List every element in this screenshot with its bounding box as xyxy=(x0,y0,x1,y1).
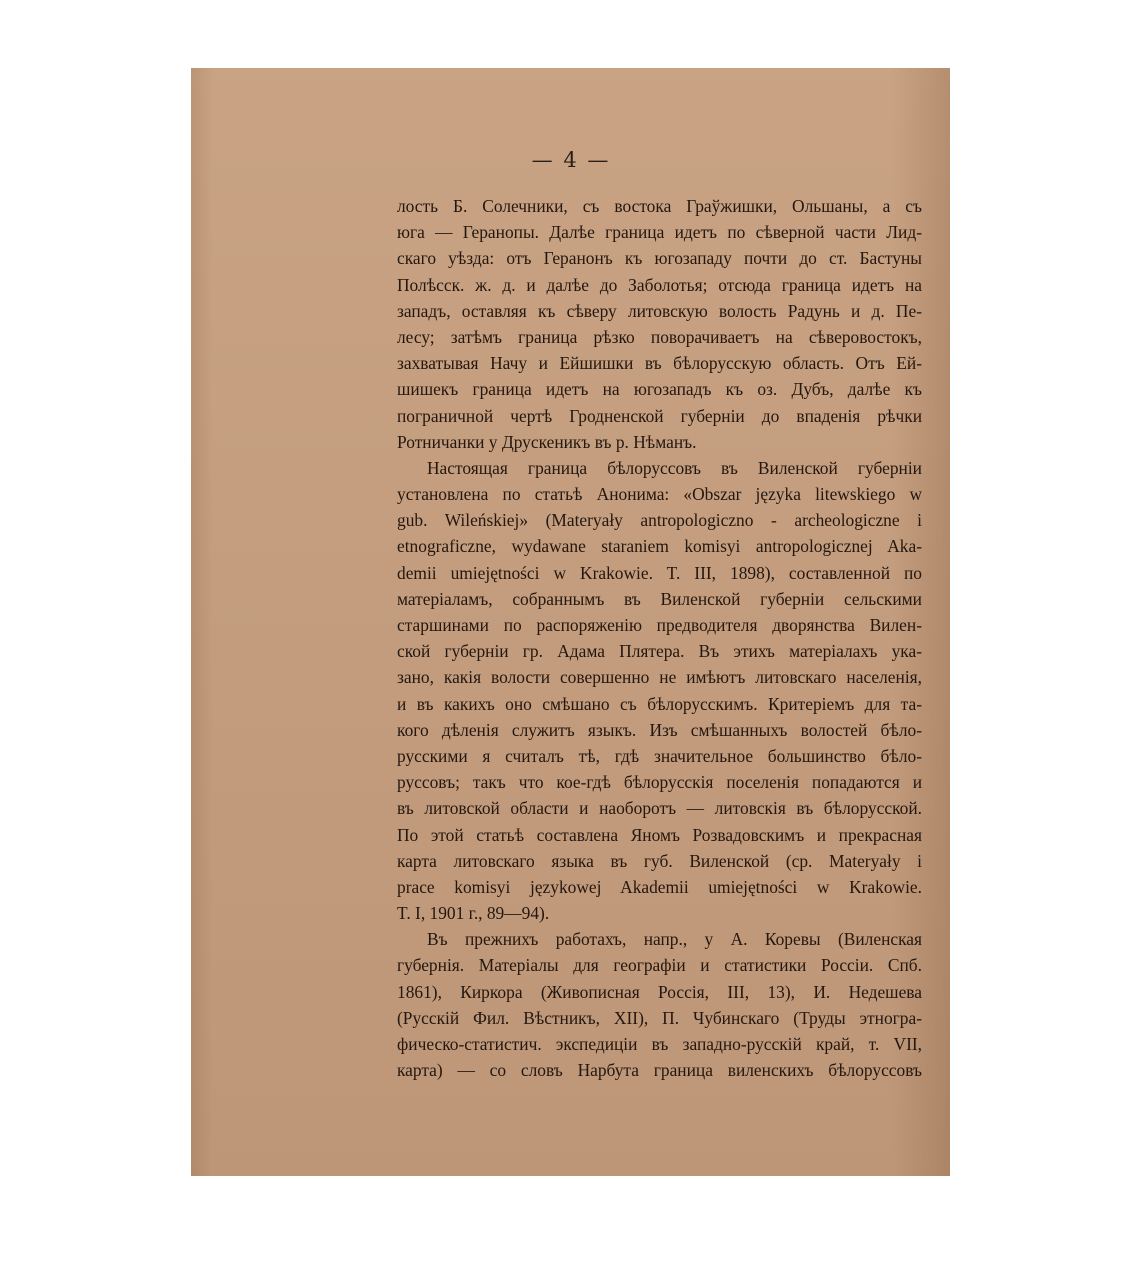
text-line: въ литовской области и наоборотъ — литовскія въ бѣлорусской. xyxy=(397,798,922,819)
text-line: матеріаламъ, собраннымъ въ Виленской губерніи сельскими xyxy=(397,588,922,609)
text-line: зано, какія волости совершенно не имѣютъ литовскаго населенія, xyxy=(397,667,922,688)
text-line: скаго уѣзда: отъ Геранонъ къ югозападу почти до ст. Бастуны xyxy=(397,248,922,269)
text-line: руссовъ; такъ что кое-гдѣ бѣлорусскія поселенія попадаются и xyxy=(397,772,922,793)
text-line: карта литовскаго языка въ губ. Виленской (ср. Materyały i xyxy=(397,850,922,871)
text-line: (Русскій Фил. Вѣстникъ, XII), П. Чубинскаго (Труды этногра- xyxy=(397,1007,922,1028)
text-line: Полѣсск. ж. д. и далѣе до Заболотья; отсюда граница идетъ на xyxy=(397,274,922,295)
text-line: шишекъ граница идетъ на югозападъ къ оз. Дубъ, далѣе къ xyxy=(397,379,922,400)
body-text xyxy=(397,193,922,1083)
text-line: 1861), Киркора (Живописная Россія, III, 13), И. Недешева xyxy=(397,981,922,1002)
scanned-page xyxy=(191,68,950,1176)
text-line: и въ какихъ оно смѣшано съ бѣлорусскимъ. Критеріемъ для та- xyxy=(397,693,922,714)
text-line: фическо-статистич. экспедиціи въ западно-русскій край, т. VII, xyxy=(397,1034,922,1054)
text-line: карта) — со словъ Нарбута граница виленскихъ бѣлоруссовъ xyxy=(397,1060,922,1081)
text-line: лость Б. Солечники, съ востока Граўжишки, Ольшаны, а съ xyxy=(397,196,922,216)
text-line: старшинами по распоряженію предводителя дворянства Вилен- xyxy=(397,615,922,635)
text-line: Настоящая граница бѣлоруссовъ въ Виленской губерніи xyxy=(427,457,922,478)
text-line: юга — Геранопы. Далѣе граница идетъ по сѣверной части Лид- xyxy=(397,222,922,243)
text-line: установлена по статьѣ Анонима: «Obszar języka litewskiego w xyxy=(397,484,922,505)
text-line: По этой статьѣ составлена Яномъ Розвадовскимъ и прекрасная xyxy=(397,824,922,845)
text-line: Ротничанки у Друскеникъ въ р. Нѣманъ. xyxy=(397,431,697,452)
text-line: ской губерніи гр. Адама Плятера. Въ этихъ матеріалахъ ука- xyxy=(397,641,922,662)
text-line: захватывая Начу и Ейшишки въ бѣлорусскую область. Отъ Ей- xyxy=(397,353,922,374)
text-line: Въ прежнихъ работахъ, напр., у А. Коревы (Виленская xyxy=(427,929,922,950)
text-line: пограничной чертѣ Гродненской губерніи до впаденія рѣчки xyxy=(397,405,922,426)
text-line: кого дѣленія служитъ языкъ. Изъ смѣшанныхъ волостей бѣло- xyxy=(397,719,922,740)
text-line: demii umiejętności w Krakowie. T. III, 1898), составленной по xyxy=(397,562,922,583)
text-line: лесу; затѣмъ граница рѣзко поворачиваетъ на сѣверовостокъ, xyxy=(397,326,922,347)
text-line: T. I, 1901 г., 89—94). xyxy=(397,903,550,924)
text-line: etnograficzne, wydawane staraniem komisyi antropologicznej Aka- xyxy=(397,536,922,557)
text-line: русскими я считалъ тѣ, гдѣ значительное большинство бѣло- xyxy=(397,745,922,766)
text-line: губернія. Матеріалы для географіи и статистики Россіи. Спб. xyxy=(397,955,922,976)
page-number: — 4 — xyxy=(531,148,611,172)
text-line: prace komisyi językowej Akademii umiejętności w Krakowie. xyxy=(397,876,922,897)
text-line: gub. Wileńskiej» (Materyały antropologiczno - archeologiczne i xyxy=(397,510,922,531)
text-line: западъ, оставляя къ сѣверу литовскую волость Радунь и д. Пе- xyxy=(397,300,922,321)
